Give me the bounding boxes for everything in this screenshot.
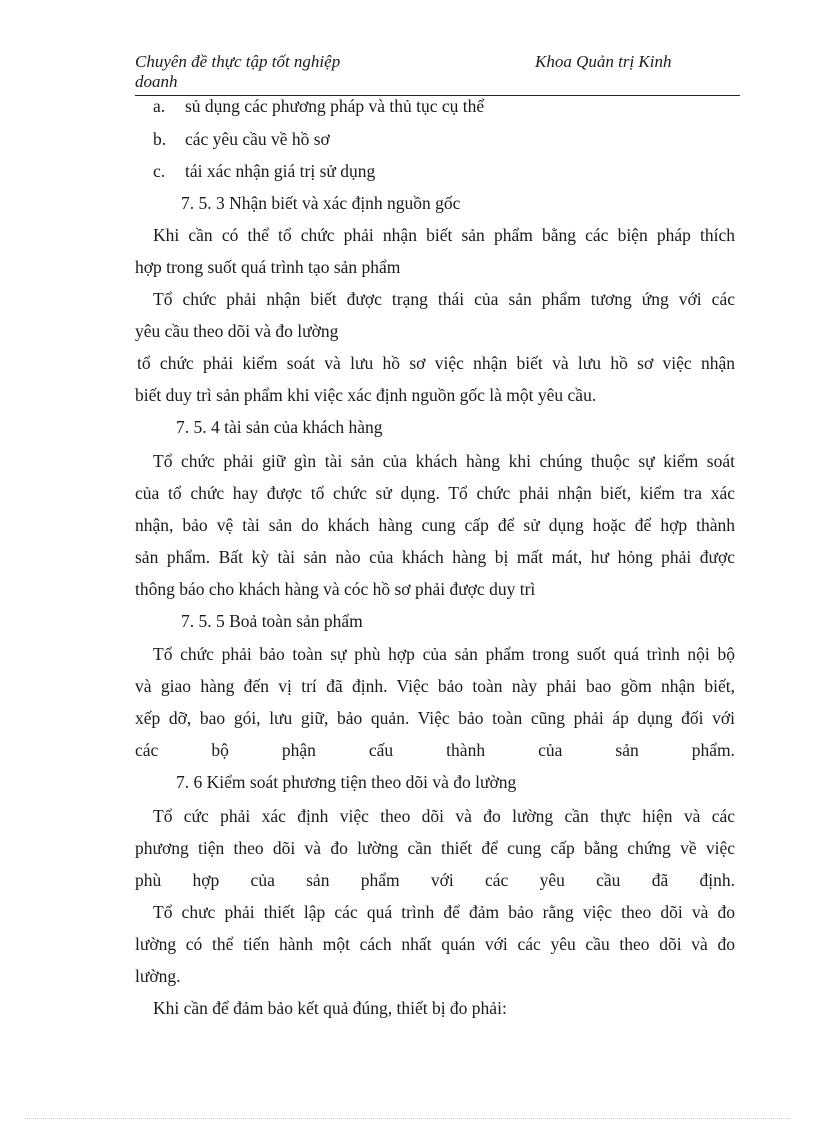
list-marker: c. [153, 161, 166, 181]
paragraph-line: Tổ cức phải xác định việc theo dõi và đo lường cần thực hiện và các [153, 806, 735, 826]
header-course-title-cont: doanh [135, 72, 178, 91]
paragraph-line: Tổ chức phải giữ gìn tài sản của khách hàng khi chúng thuộc sự kiểm soát [153, 451, 735, 471]
paragraph-line: tổ chức phải kiểm soát và lưu hồ sơ việc nhận biết và lưu hồ sơ việc nhận [137, 353, 735, 373]
paragraph-line: Tổ chức phải nhận biết được trạng thái của sản phẩm tương ứng với các [153, 289, 735, 309]
paragraph-line: Tổ chức phải bảo toàn sự phù hợp của sản phẩm trong suốt quá trình nội bộ [153, 644, 735, 664]
list-item: các yêu cầu về hồ sơ [185, 129, 330, 149]
section-heading-7-6: 7. 6 Kiểm soát phương tiện theo dõi và đo lường [176, 772, 517, 792]
paragraph-line: hợp trong suốt quá trình tạo sản phẩm [135, 257, 401, 277]
header-faculty: Khoa Quản trị Kinh [535, 52, 672, 71]
section-heading-7-5-4: 7. 5. 4 tài sản của khách hàng [176, 417, 383, 437]
paragraph-line: biết duy trì sản phẩm khi việc xác định nguồn gốc là một yêu cầu. [135, 385, 597, 405]
page-header [135, 49, 740, 96]
paragraph-line: nhận, bảo vệ tài sản do khách hàng cung cấp để sử dụng hoặc để hợp thành [135, 515, 735, 535]
paragraph-line: lường có thể tiến hành một cách nhất quán với các yêu cầu theo dõi và đo [135, 934, 735, 954]
paragraph-line: và giao hàng đến vị trí đã định. Việc bảo toàn này phải bao gồm nhận biết, [135, 676, 735, 696]
list-marker: b. [153, 129, 167, 149]
paragraph-line: xếp dỡ, bao gói, lưu giữ, bảo quản. Việc bảo toàn cũng phải áp dụng đối với [135, 708, 735, 728]
paragraph-line: phương tiện theo dõi và đo lường cần thiết để cung cấp bằng chứng về việc [135, 838, 735, 858]
paragraph-line: phù hợp của sản phẩm với các yêu cầu đã định. [135, 870, 735, 890]
section-heading-7-5-3: 7. 5. 3 Nhận biết và xác định nguồn gốc [181, 193, 461, 213]
paragraph-line: của tổ chức hay được tổ chức sử dụng. Tổ chức phải nhận biết, kiểm tra xác [135, 483, 735, 503]
list-marker: a. [153, 96, 166, 116]
paragraph-line: Khi cần để đảm bảo kết quả đúng, thiết bị đo phải: [153, 998, 507, 1018]
paragraph-line: thông báo cho khách hàng và cóc hồ sơ phải được duy trì [135, 579, 536, 599]
list-item: sủ dụng các phương pháp và thủ tục cụ thể [185, 96, 485, 116]
paragraph-line: sản phẩm. Bất kỳ tài sản nào của khách hàng bị mất mát, hư hỏng phải được [135, 547, 735, 567]
section-heading-7-5-5: 7. 5. 5 Boả toàn sản phẩm [181, 611, 363, 631]
paragraph-line: Tổ chưc phải thiết lập các quá trình để đảm bảo rằng việc theo dõi và đo [153, 902, 735, 922]
list-item: tái xác nhận giá trị sử dụng [185, 161, 376, 181]
paragraph-line: yêu cầu theo dõi và đo lường [135, 321, 339, 341]
footer-divider [25, 1118, 790, 1119]
paragraph-line: Khi cần có thể tổ chức phải nhận biết sản phẩm bằng các biện pháp thích [153, 225, 735, 245]
header-course-title: Chuyên đề thực tập tốt nghiệp [135, 52, 341, 71]
paragraph-line: lường. [135, 966, 181, 986]
paragraph-line: các bộ phận cấu thành của sản phẩm. [135, 740, 735, 760]
